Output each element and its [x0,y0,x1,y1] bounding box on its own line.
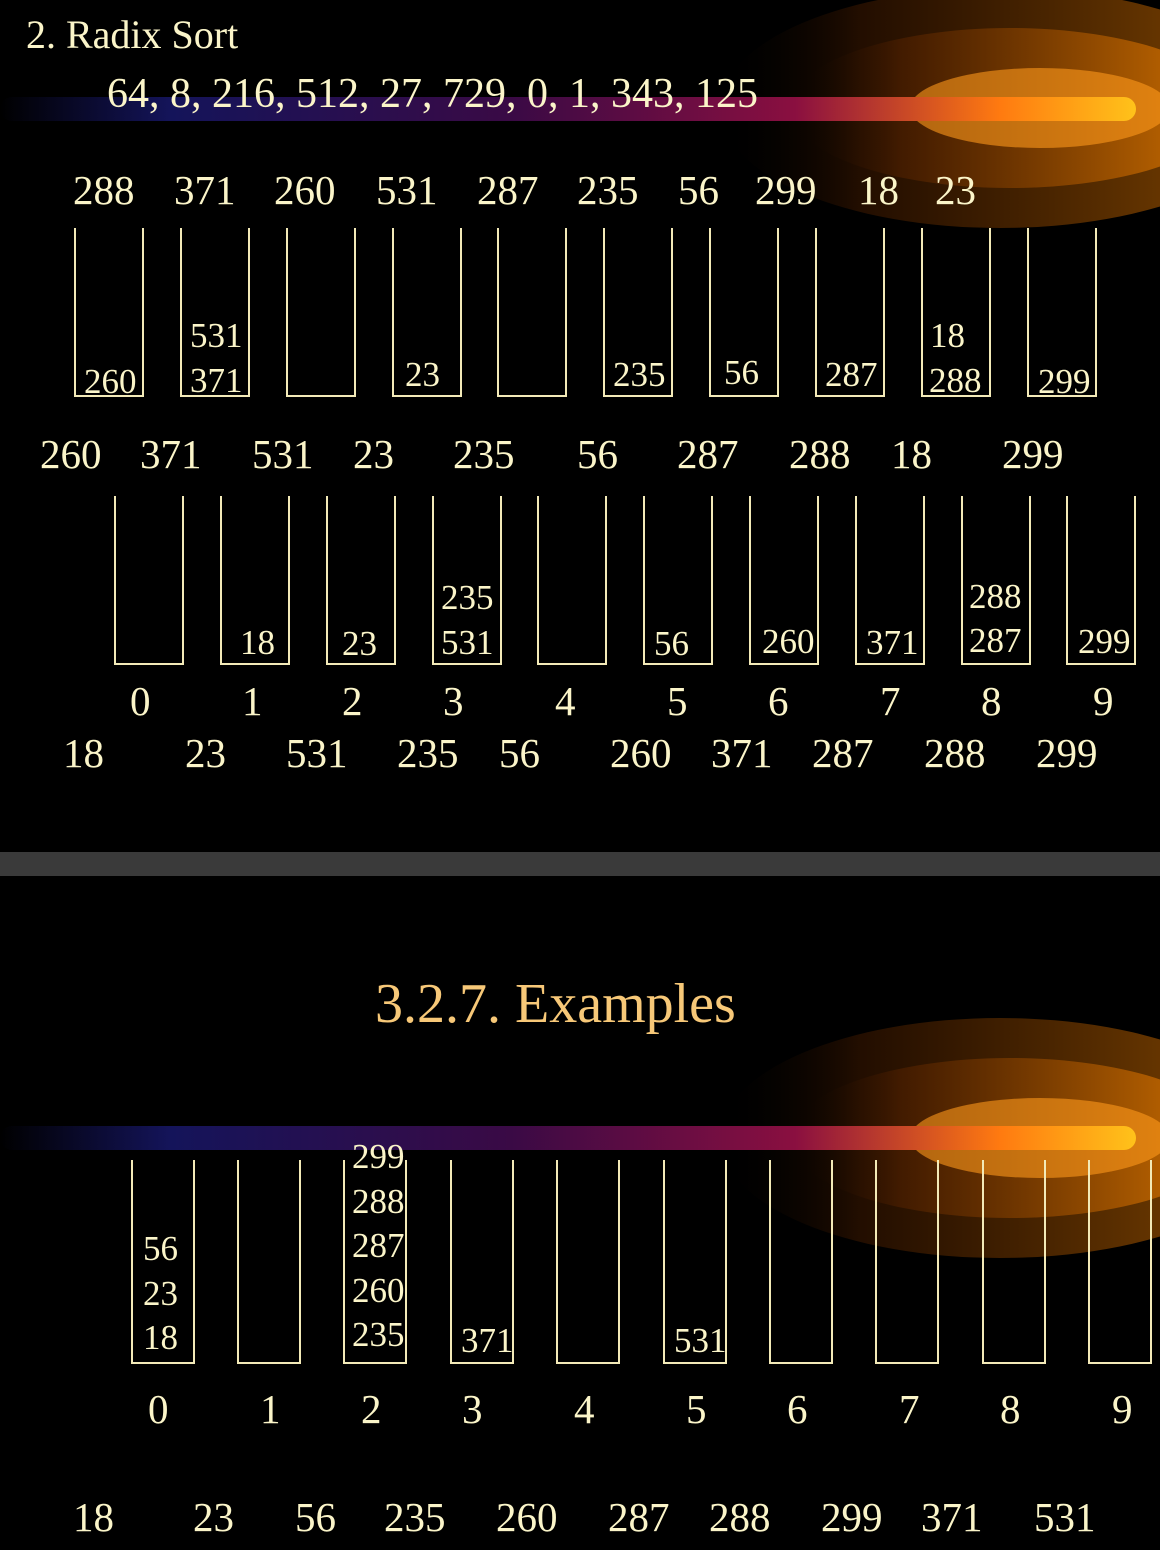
output-value: 288 [709,1494,771,1540]
output-value: 235 [384,1494,446,1540]
bucket-label: 4 [555,678,576,724]
output-value: 287 [608,1494,670,1540]
output-value: 56 [499,730,540,776]
input-value: 23 [935,167,976,213]
bucket-entry: 371 [461,1321,514,1360]
bucket-label: 8 [1000,1386,1021,1432]
bucket-label: 9 [1112,1386,1133,1432]
bucket-label: 1 [242,678,263,724]
bucket-entry: 299 [352,1137,405,1176]
bucket-entry: 531 [441,623,494,662]
bucket-entry: 287 [352,1226,405,1265]
output-value: 23 [353,431,394,477]
bucket-label: 2 [361,1386,382,1432]
slide-title: 3.2.7. Examples [375,973,736,1035]
bucket-entry: 260 [84,362,137,401]
input-value: 288 [73,167,135,213]
bucket [286,228,356,397]
slide-heading: 2. Radix Sort [26,12,239,57]
output-value: 260 [610,730,672,776]
bucket-entry: 235 [352,1315,405,1354]
bucket [1088,1160,1152,1364]
output-value: 288 [924,730,986,776]
bucket-label: 9 [1093,678,1114,724]
bucket-entry: 371 [866,623,919,662]
bucket-entry: 56 [724,353,759,392]
output-value: 18 [891,431,932,477]
input-value: 371 [174,167,236,213]
output-value: 288 [789,431,851,477]
bucket-entry: 288 [352,1182,405,1221]
bucket-entry: 287 [969,621,1022,660]
bucket [537,496,607,665]
bucket-entry: 23 [342,624,377,663]
bucket [237,1160,301,1364]
input-value: 531 [376,167,438,213]
bucket-entry: 260 [762,622,815,661]
bucket-entry: 235 [441,578,494,617]
output-value: 235 [453,431,515,477]
bucket-entry: 23 [143,1274,178,1313]
bucket-entry: 56 [654,624,689,663]
bucket-entry: 288 [929,361,982,400]
output-value: 371 [921,1494,983,1540]
output-value: 299 [1002,431,1064,477]
bucket-label: 4 [574,1386,595,1432]
bucket-label: 8 [981,678,1002,724]
output-value: 235 [397,730,459,776]
output-value: 56 [577,431,618,477]
output-value: 260 [40,431,102,477]
bucket-entry: 56 [143,1229,178,1268]
bucket-entry: 531 [674,1321,727,1360]
output-value: 260 [496,1494,558,1540]
output-value: 299 [821,1494,883,1540]
bucket-entry: 18 [143,1318,178,1357]
bucket-entry: 235 [613,355,666,394]
input-value: 235 [577,167,639,213]
output-value: 371 [711,730,773,776]
bucket [769,1160,833,1364]
bucket-entry: 287 [825,355,878,394]
bucket [875,1160,939,1364]
bucket-entry: 18 [930,316,965,355]
bucket [556,1160,620,1364]
bucket [497,228,567,397]
output-value: 531 [252,431,314,477]
output-value: 531 [286,730,348,776]
output-value: 299 [1036,730,1098,776]
bucket-label: 2 [342,678,363,724]
output-value: 371 [140,431,202,477]
bucket-label: 7 [880,678,901,724]
bucket-label: 7 [899,1386,920,1432]
output-value: 23 [193,1494,234,1540]
bucket-entry: 299 [1078,622,1131,661]
bucket-entry: 18 [240,623,275,662]
bucket-entry: 299 [1038,362,1091,401]
input-value: 56 [678,167,719,213]
bucket-label: 6 [768,678,789,724]
bucket-label: 0 [130,678,151,724]
input-value: 18 [858,167,899,213]
output-value: 18 [73,1494,114,1540]
bucket-label: 5 [686,1386,707,1432]
bucket-entry: 23 [405,355,440,394]
input-value: 260 [274,167,336,213]
number-sequence: 64, 8, 216, 512, 27, 729, 0, 1, 343, 125 [107,71,758,117]
bucket-label: 5 [667,678,688,724]
bucket-entry: 288 [969,577,1022,616]
bucket-label: 0 [148,1386,169,1432]
input-value: 299 [755,167,817,213]
bucket-entry: 260 [352,1271,405,1310]
bucket [114,496,184,665]
output-value: 531 [1034,1494,1096,1540]
bucket-label: 3 [462,1386,483,1432]
input-value: 287 [477,167,539,213]
bucket-entry: 371 [190,361,243,400]
bucket-label: 3 [443,678,464,724]
output-value: 287 [677,431,739,477]
output-value: 56 [295,1494,336,1540]
output-value: 23 [185,730,226,776]
bucket-label: 1 [260,1386,281,1432]
output-value: 18 [63,730,104,776]
output-value: 287 [812,730,874,776]
bucket [982,1160,1046,1364]
slide-examples [0,876,1160,1550]
bucket-label: 6 [787,1386,808,1432]
slide-divider [0,852,1160,876]
bucket-entry: 531 [190,316,243,355]
